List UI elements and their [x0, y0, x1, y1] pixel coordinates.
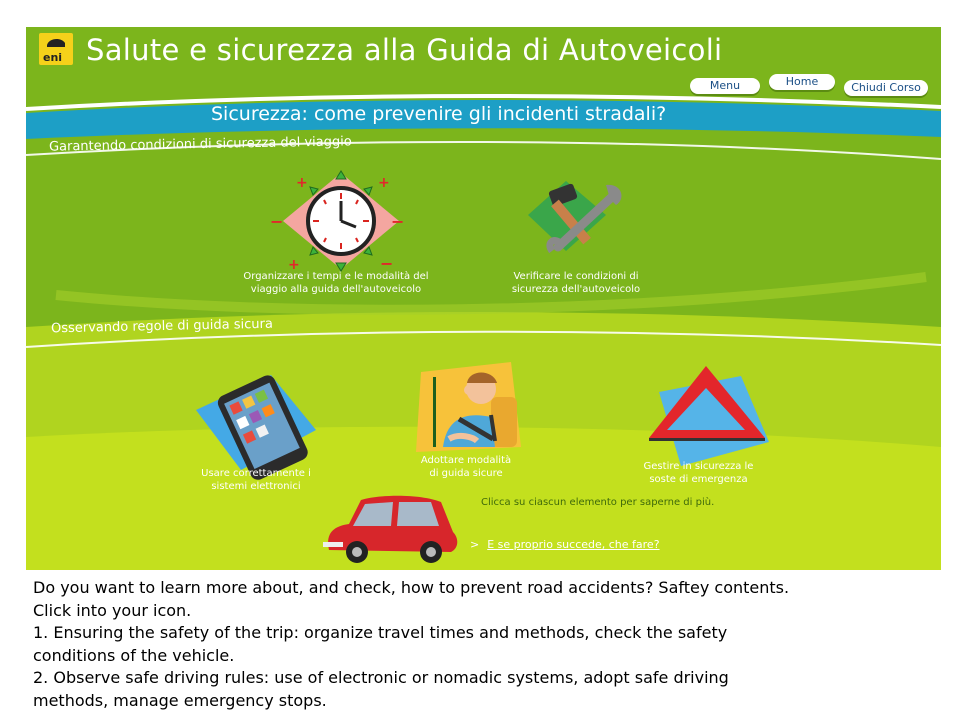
- wrench-icon: [526, 177, 636, 267]
- car-icon: [321, 492, 461, 564]
- description-text: [33, 577, 938, 713]
- item-electronic-systems-caption: Usare correttamente i sistemi elettronici: [201, 468, 311, 492]
- description-line: methods, manage emergency stops.: [33, 690, 327, 710]
- description-line: conditions of the vehicle.: [33, 645, 235, 665]
- home-button[interactable]: Home: [769, 74, 835, 90]
- eni-logo: [39, 33, 73, 65]
- seatbelt-driver-icon: [411, 357, 526, 457]
- menu-button[interactable]: Menu: [690, 78, 760, 94]
- item-organize-trip-caption: Organizzare i tempi e le modalità del viaggio alla guida dell'autoveicolo: [243, 271, 429, 295]
- svg-text:−: −: [380, 254, 394, 273]
- what-to-do-link[interactable]: [470, 538, 660, 551]
- course-window: [26, 27, 941, 570]
- item-emergency-stops-caption: Gestire in sicurezza le soste di emergenza: [643, 461, 754, 485]
- description-line: 1. Ensuring the safety of the trip: organize travel times and methods, check the safety: [33, 623, 728, 643]
- svg-text:−: −: [270, 212, 284, 231]
- item-electronic-systems[interactable]: [191, 370, 331, 480]
- description-line: Do you want to learn more about, and check, how to prevent road accidents? Saftey contents.: [33, 578, 790, 597]
- svg-text:+: +: [288, 257, 300, 273]
- svg-text:+: +: [296, 175, 308, 191]
- section-title-trip-safety: Garantendo condizioni di sicurezza del viaggio: [48, 134, 352, 155]
- smartphone-icon: [191, 370, 331, 480]
- svg-text:eni: eni: [43, 51, 63, 64]
- what-to-do-link-text: E se proprio succede, che fare?: [487, 538, 660, 551]
- item-safe-driving-caption: Adottare modalità di guida sicure: [420, 455, 512, 479]
- item-safe-driving[interactable]: [411, 357, 526, 457]
- close-course-button[interactable]: Chiudi Corso: [844, 80, 928, 96]
- item-check-vehicle-caption: Verificare le condizioni di sicurezza dell'autoveicolo: [511, 271, 641, 295]
- item-emergency-stops[interactable]: [641, 362, 771, 472]
- hint-text: Clicca su ciascun elemento per saperne di più.: [481, 497, 715, 508]
- description-line: Click into your icon.: [33, 600, 192, 620]
- section-title-safe-driving: Osservando regole di guida sicura: [50, 316, 274, 337]
- svg-text:+: +: [378, 175, 390, 191]
- svg-text:−: −: [391, 212, 405, 231]
- banner-title: Sicurezza: come prevenire gli incidenti stradali?: [211, 103, 667, 125]
- warning-triangle-icon: [641, 362, 771, 472]
- arrow-right-icon: >: [470, 538, 480, 551]
- app-title: Salute e sicurezza alla Guida di Autoveicoli: [86, 33, 723, 67]
- description-line: 2. Observe safe driving rules: use of electronic or nomadic systems, adopt safe driving: [33, 668, 729, 688]
- item-check-vehicle[interactable]: [526, 177, 636, 267]
